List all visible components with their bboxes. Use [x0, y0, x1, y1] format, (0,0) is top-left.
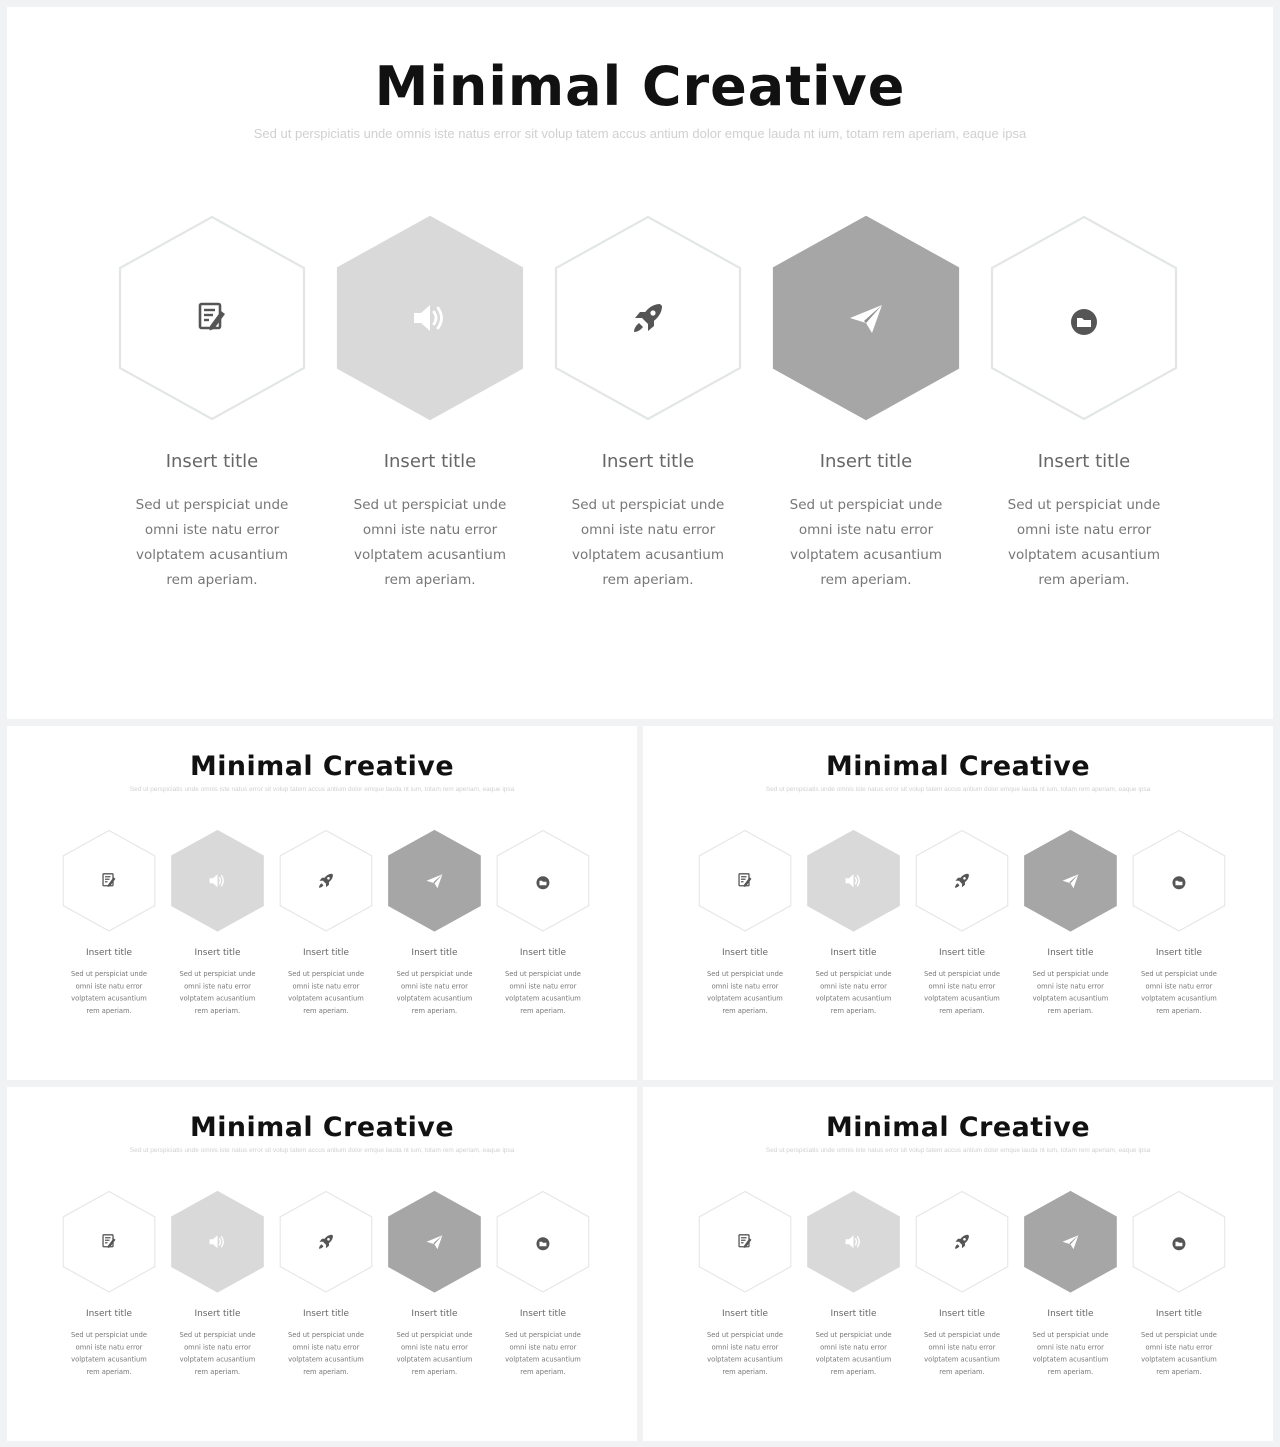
card-title: Insert title	[721, 946, 769, 958]
card-title: Insert title	[721, 1307, 769, 1319]
card-description-line: Sed ut perspiciat unde	[815, 1330, 892, 1339]
rocket-icon	[313, 868, 339, 894]
card-title: Insert title	[938, 946, 986, 958]
card-description-line: Sed ut perspiciat unde	[287, 1330, 364, 1339]
card-description-line: Sed ut perspiciat unde	[504, 969, 581, 978]
card-title: Insert title	[302, 946, 350, 958]
speaker-volume-icon	[404, 292, 456, 344]
folder-circle-icon	[530, 868, 556, 894]
card-title: Insert title	[85, 946, 133, 958]
card-description-line: rem aperiam.	[520, 1368, 566, 1377]
folder-circle-icon	[1166, 868, 1192, 894]
card-description-line: volptatem acusantium	[1032, 994, 1109, 1003]
main-slide[interactable]	[7, 7, 1273, 719]
slide-thumbnail-4[interactable]	[643, 1087, 1273, 1441]
card-description-line: Sed ut perspiciat unde	[135, 497, 289, 513]
card-description-line: rem aperiam.	[194, 1368, 241, 1377]
card-title: Insert title	[1047, 1307, 1094, 1319]
card-description	[486, 1329, 600, 1379]
card-description-line: volptatem acusantium	[1032, 1355, 1109, 1364]
card-description-line: omni iste natu error	[1037, 1343, 1104, 1352]
slide-thumbnail-3[interactable]	[7, 1087, 637, 1441]
card-title: Insert title	[302, 1307, 350, 1319]
card-description-line: volptatem acusantium	[505, 1355, 581, 1364]
card-description-line: volptatem acusantium	[179, 1355, 256, 1364]
card-description	[796, 968, 910, 1018]
card-description-line: omni iste natu error	[75, 982, 143, 991]
card-title: Insert title	[830, 946, 877, 958]
card-description-line: Sed ut perspiciat unde	[707, 969, 784, 978]
card-description-line: omni iste natu error	[1145, 982, 1213, 991]
speaker-volume-icon	[841, 868, 867, 894]
card-description	[377, 1329, 491, 1379]
card-description-line: rem aperiam.	[86, 1368, 132, 1377]
card-description-line: rem aperiam.	[411, 1007, 458, 1016]
card-description-line: Sed ut perspiciat unde	[1007, 497, 1161, 513]
card-description-line: rem aperiam.	[722, 1007, 768, 1016]
card-description	[905, 968, 1019, 1018]
card-description-line: omni iste natu error	[509, 982, 577, 991]
slide-subtitle: Sed ut perspiciatis unde omnis iste natus error sit volup tatem accus antium dolor emque lauda nt ium, totam rem aperiam, eaque ipsa	[253, 126, 1027, 141]
card-description-line: Sed ut perspiciat unde	[396, 1330, 473, 1339]
card-description	[486, 968, 600, 1018]
card-description	[533, 493, 763, 593]
card-description-line: rem aperiam.	[520, 1007, 566, 1016]
card-description-line: omni iste natu error	[292, 982, 360, 991]
card-description-line: rem aperiam.	[411, 1368, 458, 1377]
card-description-line: omni iste natu error	[292, 1343, 360, 1352]
card-description-line: volptatem acusantium	[396, 1355, 473, 1364]
document-edit-icon	[96, 868, 122, 894]
card-description	[52, 1329, 166, 1379]
paper-plane-icon	[422, 1229, 448, 1255]
card-description-line: rem aperiam.	[1047, 1007, 1094, 1016]
card-description-line: omni iste natu error	[711, 1343, 779, 1352]
rocket-icon	[313, 1229, 339, 1255]
card-description-line: Sed ut perspiciat unde	[571, 497, 725, 513]
card-title: Insert title	[938, 1307, 986, 1319]
card-description-line: omni iste natu error	[401, 1343, 468, 1352]
card-title: Insert title	[411, 1307, 458, 1319]
card-description	[688, 1329, 802, 1379]
card-description	[269, 968, 383, 1018]
paper-plane-icon	[422, 868, 448, 894]
card-title: Insert title	[519, 1307, 566, 1319]
card-description-line: rem aperiam.	[86, 1007, 132, 1016]
card-description-line: rem aperiam.	[1047, 1368, 1094, 1377]
slide-title: Minimal Creative	[825, 1110, 1091, 1143]
card-description-line: volptatem acusantium	[288, 1355, 364, 1364]
card-title: Insert title	[819, 451, 913, 472]
card-description	[688, 968, 802, 1018]
card-title: Insert title	[830, 1307, 877, 1319]
card-description-line: Sed ut perspiciat unde	[353, 497, 507, 513]
card-description-line: omni iste natu error	[1037, 982, 1104, 991]
card-description-line: omni iste natu error	[144, 522, 280, 538]
folder-circle-icon	[1058, 292, 1110, 344]
card-description-line: omni iste natu error	[820, 1343, 887, 1352]
card-description-line: volptatem acusantium	[396, 994, 473, 1003]
speaker-volume-icon	[205, 1229, 231, 1255]
card-description-line: Sed ut perspiciat unde	[71, 969, 148, 978]
card-description-line: omni iste natu error	[75, 1343, 143, 1352]
card-description-line: rem aperiam.	[303, 1368, 349, 1377]
card-description-line: omni iste natu error	[580, 522, 716, 538]
card-title: Insert title	[1037, 451, 1131, 472]
card-title: Insert title	[194, 1307, 241, 1319]
card-description-line: volptatem acusantium	[789, 547, 943, 563]
slide-thumbnail-1[interactable]	[7, 726, 637, 1080]
document-edit-icon	[186, 292, 238, 344]
card-description-line: rem aperiam.	[1156, 1368, 1202, 1377]
card-description	[97, 493, 327, 593]
slide-subtitle: Sed ut perspiciatis unde omnis iste natus error sit volup tatem accus antium dolor emque lauda nt ium, totam rem aperiam, eaque ipsa	[129, 785, 515, 793]
card-description-line: volptatem acusantium	[924, 1355, 1000, 1364]
card-description-line: rem aperiam.	[722, 1368, 768, 1377]
card-description-line: omni iste natu error	[362, 522, 498, 538]
slide-title: Minimal Creative	[189, 1110, 455, 1143]
card-description	[1013, 968, 1127, 1018]
slide-subtitle: Sed ut perspiciatis unde omnis iste natus error sit volup tatem accus antium dolor emque lauda nt ium, totam rem aperiam, eaque ipsa	[765, 1146, 1151, 1154]
card-description-line: volptatem acusantium	[815, 1355, 892, 1364]
card-description-line: Sed ut perspiciat unde	[1140, 969, 1217, 978]
card-description-line: omni iste natu error	[798, 522, 934, 538]
slide-title: Minimal Creative	[825, 749, 1091, 782]
card-description	[160, 968, 274, 1018]
rocket-icon	[949, 868, 975, 894]
card-description-line: rem aperiam.	[303, 1007, 349, 1016]
card-description-line: omni iste natu error	[820, 982, 887, 991]
card-description-line: Sed ut perspiciat unde	[815, 969, 892, 978]
card-description-line: volptatem acusantium	[1141, 1355, 1217, 1364]
card-description	[1013, 1329, 1127, 1379]
card-description	[52, 968, 166, 1018]
card-description-line: volptatem acusantium	[815, 994, 892, 1003]
card-description-line: volptatem acusantium	[353, 547, 507, 563]
card-description-line: Sed ut perspiciat unde	[923, 969, 1000, 978]
slide-subtitle: Sed ut perspiciatis unde omnis iste natus error sit volup tatem accus antium dolor emque lauda nt ium, totam rem aperiam, eaque ipsa	[129, 1146, 515, 1154]
speaker-volume-icon	[841, 1229, 867, 1255]
card-description-line: omni iste natu error	[711, 982, 779, 991]
paper-plane-icon	[840, 292, 892, 344]
document-edit-icon	[732, 1229, 758, 1255]
card-description-line: omni iste natu error	[1016, 522, 1152, 538]
card-description	[796, 1329, 910, 1379]
card-description-line: rem aperiam.	[820, 572, 912, 588]
card-description-line: volptatem acusantium	[71, 1355, 147, 1364]
rocket-icon	[622, 292, 674, 344]
card-description-line: rem aperiam.	[1038, 572, 1130, 588]
card-description-line: rem aperiam.	[194, 1007, 241, 1016]
card-description	[905, 1329, 1019, 1379]
card-description	[751, 493, 981, 593]
card-description-line: volptatem acusantium	[571, 547, 725, 563]
card-title: Insert title	[1155, 946, 1202, 958]
document-edit-icon	[732, 868, 758, 894]
card-description-line: Sed ut perspiciat unde	[1032, 969, 1109, 978]
card-description-line: omni iste natu error	[401, 982, 468, 991]
card-description-line: Sed ut perspiciat unde	[1140, 1330, 1217, 1339]
paper-plane-icon	[1058, 1229, 1084, 1255]
card-description	[1122, 1329, 1236, 1379]
card-description-line: volptatem acusantium	[505, 994, 581, 1003]
card-description-line: Sed ut perspiciat unde	[707, 1330, 784, 1339]
slide-title: Minimal Creative	[189, 749, 455, 782]
card-description-line: rem aperiam.	[166, 572, 258, 588]
card-description-line: Sed ut perspiciat unde	[179, 1330, 256, 1339]
card-description-line: Sed ut perspiciat unde	[71, 1330, 148, 1339]
card-title: Insert title	[601, 451, 695, 472]
card-description-line: volptatem acusantium	[1007, 547, 1161, 563]
card-title: Insert title	[519, 946, 566, 958]
card-description-line: volptatem acusantium	[1141, 994, 1217, 1003]
folder-circle-icon	[1166, 1229, 1192, 1255]
card-description-line: Sed ut perspiciat unde	[1032, 1330, 1109, 1339]
card-description-line: Sed ut perspiciat unde	[923, 1330, 1000, 1339]
card-description-line: Sed ut perspiciat unde	[287, 969, 364, 978]
card-description-line: Sed ut perspiciat unde	[396, 969, 473, 978]
card-description-line: volptatem acusantium	[707, 994, 783, 1003]
folder-circle-icon	[530, 1229, 556, 1255]
card-description	[315, 493, 545, 593]
card-title: Insert title	[85, 1307, 133, 1319]
card-description	[160, 1329, 274, 1379]
card-title: Insert title	[411, 946, 458, 958]
card-description-line: omni iste natu error	[509, 1343, 577, 1352]
card-description-line: Sed ut perspiciat unde	[179, 969, 256, 978]
card-description-line: omni iste natu error	[184, 982, 251, 991]
card-description-line: rem aperiam.	[384, 572, 476, 588]
card-description-line: volptatem acusantium	[924, 994, 1000, 1003]
card-description-line: volptatem acusantium	[288, 994, 364, 1003]
card-title: Insert title	[1155, 1307, 1202, 1319]
card-title: Insert title	[194, 946, 241, 958]
slide-subtitle: Sed ut perspiciatis unde omnis iste natus error sit volup tatem accus antium dolor emque lauda nt ium, totam rem aperiam, eaque ipsa	[765, 785, 1151, 793]
rocket-icon	[949, 1229, 975, 1255]
card-description	[269, 1329, 383, 1379]
card-description-line: volptatem acusantium	[707, 1355, 783, 1364]
card-description-line: rem aperiam.	[1156, 1007, 1202, 1016]
card-description	[969, 493, 1199, 593]
card-title: Insert title	[1047, 946, 1094, 958]
card-description-line: rem aperiam.	[830, 1007, 877, 1016]
speaker-volume-icon	[205, 868, 231, 894]
card-title: Insert title	[383, 451, 477, 472]
paper-plane-icon	[1058, 868, 1084, 894]
card-description-line: volptatem acusantium	[71, 994, 147, 1003]
card-description-line: volptatem acusantium	[179, 994, 256, 1003]
card-description-line: volptatem acusantium	[135, 547, 289, 563]
card-description-line: rem aperiam.	[939, 1007, 985, 1016]
card-description	[1122, 968, 1236, 1018]
card-description-line: Sed ut perspiciat unde	[504, 1330, 581, 1339]
document-edit-icon	[96, 1229, 122, 1255]
card-description-line: omni iste natu error	[928, 982, 996, 991]
slide-title: Minimal Creative	[374, 55, 906, 118]
card-description-line: Sed ut perspiciat unde	[789, 497, 943, 513]
card-description-line: omni iste natu error	[184, 1343, 251, 1352]
card-description-line: rem aperiam.	[602, 572, 694, 588]
card-description-line: omni iste natu error	[928, 1343, 996, 1352]
card-description-line: omni iste natu error	[1145, 1343, 1213, 1352]
card-description-line: rem aperiam.	[830, 1368, 877, 1377]
card-description	[377, 968, 491, 1018]
slide-thumbnail-2[interactable]	[643, 726, 1273, 1080]
card-title: Insert title	[165, 451, 259, 472]
card-description-line: rem aperiam.	[939, 1368, 985, 1377]
